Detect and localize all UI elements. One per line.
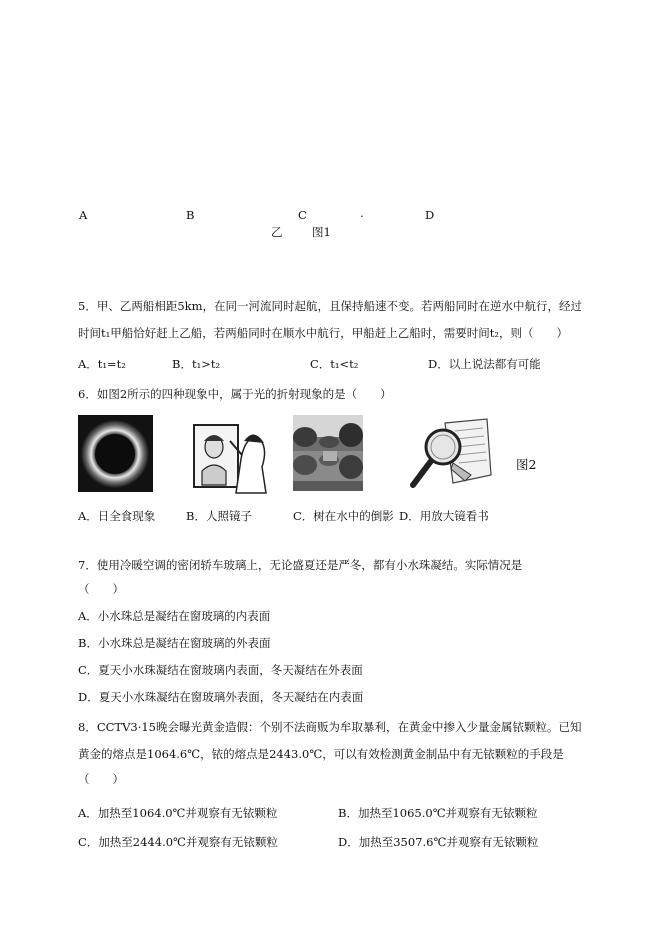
q6-option-a: A．日全食现象 [78, 509, 156, 523]
q6-option-b: B．人照镜子 [186, 509, 252, 523]
q7-line-1: 7．使用冷暖空调的密闭轿车玻璃上，无论盛夏还是严冬，都有小水珠凝结。实际情况是 [78, 558, 523, 572]
q5-option-b: B．t₁>t₂ [172, 357, 221, 371]
q8-line-3: （ ） [78, 772, 124, 786]
q6-line-1: 6．如图2所示的四种现象中，属于光的折射现象的是（ ） [78, 387, 392, 401]
fig2-label: 图2 [516, 457, 537, 472]
fig1-label-d: D [425, 208, 435, 222]
q8-option-d: D．加热至3507.6℃并观察有无铱颗粒 [338, 835, 539, 849]
fig1-label-a: A [79, 208, 88, 222]
mirror-person-image [186, 419, 269, 495]
q5-option-a: A．t₁=t₂ [78, 357, 126, 371]
q7-option-c: C．夏天小水珠凝结在窗玻璃内表面，冬天凝结在外表面 [78, 663, 363, 677]
q7-line-2: （ ） [78, 582, 124, 596]
q5-option-c: C．t₁<t₂ [310, 357, 359, 371]
q5-line-2: 时间t₁甲船恰好赶上乙船，若两船同时在顺水中航行，甲船赶上乙船时，需要时间t₂，则（ ） [78, 326, 568, 340]
fig1-label-b: B [186, 208, 195, 222]
solar-eclipse-image [78, 415, 153, 492]
fig1-caption: 图1 [312, 225, 331, 239]
q8-line-2: 黄金的熔点是1064.6℃，铱的熔点是2443.0℃，可以有效检测黄金制品中有无铱颗粒的手段是 [78, 747, 564, 761]
q8-line-1: 8．CCTV3·15晚会曝光黄金造假：个别不法商贩为牟取暴利，在黄金中掺入少量金属铱颗粒。已知 [78, 720, 582, 734]
magnifier-book-image [407, 417, 492, 495]
fig1-label-c: C [298, 208, 307, 222]
q6-option-d: D．用放大镜看书 [399, 509, 489, 523]
fig1-dot: . [360, 206, 364, 220]
q5-line-1: 5．甲、乙两船相距5km，在同一河流同时起航，且保持船速不变。若两船同时在逆水中航行，经过 [78, 299, 583, 313]
q5-option-d: D．以上说法都有可能 [428, 357, 541, 371]
q8-option-b: B．加热至1065.0℃并观察有无铱颗粒 [338, 806, 538, 820]
fig1-sub-label: 乙 [271, 225, 283, 239]
q7-option-a: A．小水珠总是凝结在窗玻璃的内表面 [78, 609, 271, 623]
q7-option-d: D．夏天小水珠凝结在窗玻璃外表面，冬天凝结在内表面 [78, 690, 364, 704]
q6-option-c: C．树在水中的倒影 [293, 509, 394, 523]
q8-option-a: A．加热至1064.0℃并观察有无铱颗粒 [78, 806, 278, 820]
q7-option-b: B．小水珠总是凝结在窗玻璃的外表面 [78, 636, 271, 650]
tree-reflection-image [293, 415, 363, 491]
q8-option-c: C．加热至2444.0℃并观察有无铱颗粒 [78, 835, 278, 849]
